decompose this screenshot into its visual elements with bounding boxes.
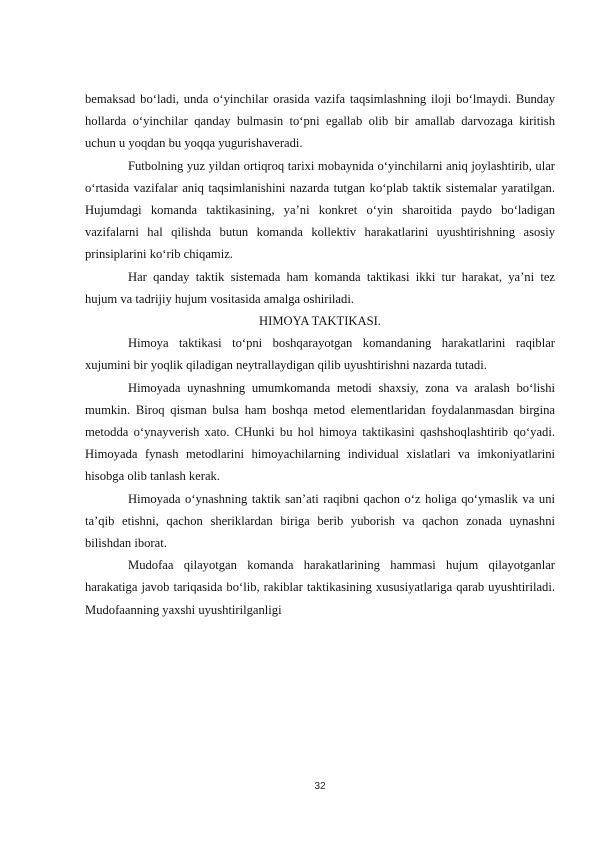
paragraph-continuation: bemaksad bo‘ladi, unda o‘yinchilar orasida vazifa taqsimlashning iloji bo‘lmaydi. Bunday hollarda o‘yinchilar qanday bulmasin to‘pni egallab olib bir amallab darvozaga kiritish uchun u yoqdan bu yoqqa yugurishaveradi. <box>85 92 555 151</box>
paragraph-taktik-sistemalar: Futbolning yuz yildan ortiqroq tarixi mobaynida o‘yinchilarni aniq joylashtirib, ular o‘rtasida vazifalar aniq taqsimlanishini nazarda tutgan ko‘plab taktik sistemalar yaratilgan. Hujumdagi komanda taktikasining, ya’ni konkret o‘yin sharoitida paydo bo‘ladigan vazifalarni hal qilishda butun komanda kollektiv harakatlarini uyushtirishning asosiy prinsiplarini ko‘rib chiqamiz. <box>85 158 555 262</box>
section-heading: HIMOYA TAKTIKASI. <box>259 314 381 329</box>
paragraph-himoya-taktikasi: Himoya taktikasi to‘pni boshqarayotgan komandaning harakatlarini raqiblar xujumini bir yoqlik qiladigan neytrallaydigan qilib uyushtirishni nazarda tutadi. <box>85 336 555 373</box>
paragraph-himoya-metodlari: Himoyada uynashning umumkomanda metodi shaxsiy, zona va aralash bo‘lishi mumkin. Biroq qisman bulsa ham boshqa metod elementlaridan foydalanmasdan birgina metodda o‘ynayverish xato. CHunki bu hol himoya taktikasini qashshoqlashtirib qo‘yadi. Himoyada fynash metodlarini himoyachilarning individual xislatlari va imkoniyatlarini hisobga olib tanlash kerak. <box>85 380 555 484</box>
page-content <box>85 88 555 621</box>
page-number: 32 <box>314 781 326 792</box>
paragraph-taktik-sanat: Himoyada o‘ynashning taktik san’ati raqibni qachon o‘z holiga qo‘ymaslik va uni ta’qib etishni, qachon sheriklardan biriga berib yuborish va qachon zonada uynashni bilishdan iborat. <box>85 491 555 551</box>
paragraph-mudofaa: Mudofaa qilayotgan komanda harakatlarining hammasi hujum qilayotganlar harakatiga javob tariqasida bo‘lib, rakiblar taktikasining xususiyatlariga qarab uyushtiriladi. Mudofaanning yaxshi uyushtirilganligi <box>85 558 555 617</box>
paragraph-hujum-turlari: Har qanday taktik sistemada ham komanda taktikasi ikki tur harakat, ya’ni tez hujum va tadrijiy hujum vositasida amalga oshiriladi. <box>85 269 555 306</box>
